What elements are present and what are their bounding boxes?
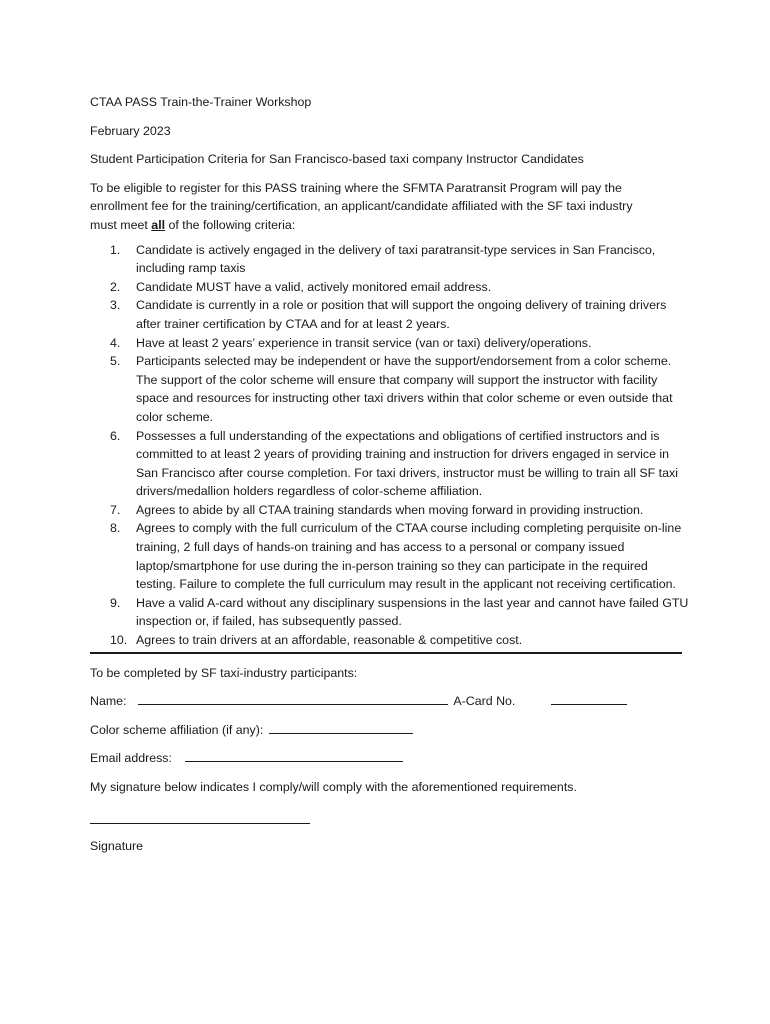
list-item-text: Have at least 2 years’ experience in transit service (van or taxi) delivery/operations. (136, 335, 592, 350)
color-scheme-row (90, 721, 690, 740)
signature-line-row (90, 811, 690, 830)
list-item-number: 4. (110, 335, 121, 350)
list-item-text: Candidate is actively engaged in the delivery of taxi paratransit-type services in San Francisco, including ramp taxis (136, 242, 656, 276)
signature-field[interactable] (90, 811, 310, 824)
list-item-number: 9. (110, 595, 121, 610)
email-label: Email address: (90, 751, 172, 766)
list-item-text: Participants selected may be independent or have the support/endorsement from a color scheme. The support of the color scheme will ensure that company will support the instructor with facility space and resources for instructing other taxi drivers within that color scheme or even outside that color scheme. (136, 354, 673, 424)
document-date: February 2023 (90, 123, 171, 138)
list-item (90, 501, 690, 520)
color-scheme-label: Color scheme affiliation (if any): (90, 722, 264, 737)
signature-label: Signature (90, 839, 144, 854)
acard-label: A-Card No. (453, 694, 516, 709)
name-row (90, 692, 690, 711)
list-item-text: Agrees to comply with the full curriculum of the CTAA course including completing perquisite on-line training, 2 full days of hands-on training and has access to a personal or company issued laptop/smartphone for use during the in-person training so they can participate in the required testing. Failure to complete the full curriculum may result in the applicant not receiving certification. (136, 521, 682, 592)
form-heading: To be completed by SF taxi-industry participants: (90, 665, 358, 680)
compliance-statement: My signature below indicates I comply/will comply with the aforementioned requirements. (90, 780, 577, 794)
criteria-list (90, 241, 690, 650)
list-item-number: 5. (110, 354, 121, 369)
email-row (90, 749, 690, 768)
list-item-number: 1. (110, 242, 121, 257)
list-item-text: Have a valid A-card without any disciplinary suspensions in the last year and cannot have failed GTU inspection or, if failed, has subsequently passed. (136, 595, 689, 629)
list-item (90, 631, 690, 650)
document-subtitle: Student Participation Criteria for San Francisco-based taxi company Instructor Candidates (90, 152, 584, 167)
name-field[interactable] (138, 692, 448, 705)
list-item (90, 519, 690, 593)
intro-text-before: To be eligible to register for this PASS training where the SFMTA Paratransit Program will pay the enrollment fee for the training/certification, an applicant/candidate affiliated with the SF taxi industry must meet (90, 180, 633, 232)
list-item-text: Candidate MUST have a valid, actively monitored email address. (136, 279, 492, 294)
name-label: Name: (90, 694, 127, 709)
list-item (90, 278, 690, 297)
list-item-text: Candidate is currently in a role or position that will support the ongoing delivery of training drivers after trainer certification by CTAA and for at least 2 years. (136, 298, 667, 331)
color-scheme-field[interactable] (269, 721, 413, 734)
list-item-text: Agrees to abide by all CTAA training standards when moving forward in providing instruction. (136, 502, 644, 517)
intro-text-after: of the following criteria: (165, 217, 296, 232)
list-item-number: 6. (110, 428, 121, 443)
list-item (90, 241, 690, 278)
section-divider (90, 652, 682, 654)
list-item (90, 296, 690, 333)
list-item-number: 3. (110, 298, 121, 313)
intro-paragraph (90, 179, 650, 235)
list-item (90, 334, 690, 353)
list-item-number: 2. (110, 279, 121, 294)
list-item (90, 594, 690, 631)
intro-emphasis: all (151, 217, 166, 232)
document-title: CTAA PASS Train-the-Trainer Workshop (90, 95, 312, 109)
list-item-number: 8. (110, 521, 121, 536)
list-item (90, 427, 690, 501)
list-item-number: 7. (110, 502, 121, 517)
list-item-text: Possesses a full understanding of the expectations and obligations of certified instructors and is committed to at least 2 years of providing training and instruction for drivers engaged in service in San Francisco after course completion. For taxi drivers, instructor must be willing to train all SF taxi drivers/medallion holders regardless of color-scheme affiliation. (136, 428, 678, 499)
acard-field[interactable] (551, 692, 627, 705)
list-item-number: 10. (110, 633, 128, 648)
document-page (90, 93, 690, 866)
email-field[interactable] (185, 749, 403, 762)
list-item-text: Agrees to train drivers at an affordable, reasonable & competitive cost. (136, 633, 523, 648)
list-item (90, 352, 690, 426)
